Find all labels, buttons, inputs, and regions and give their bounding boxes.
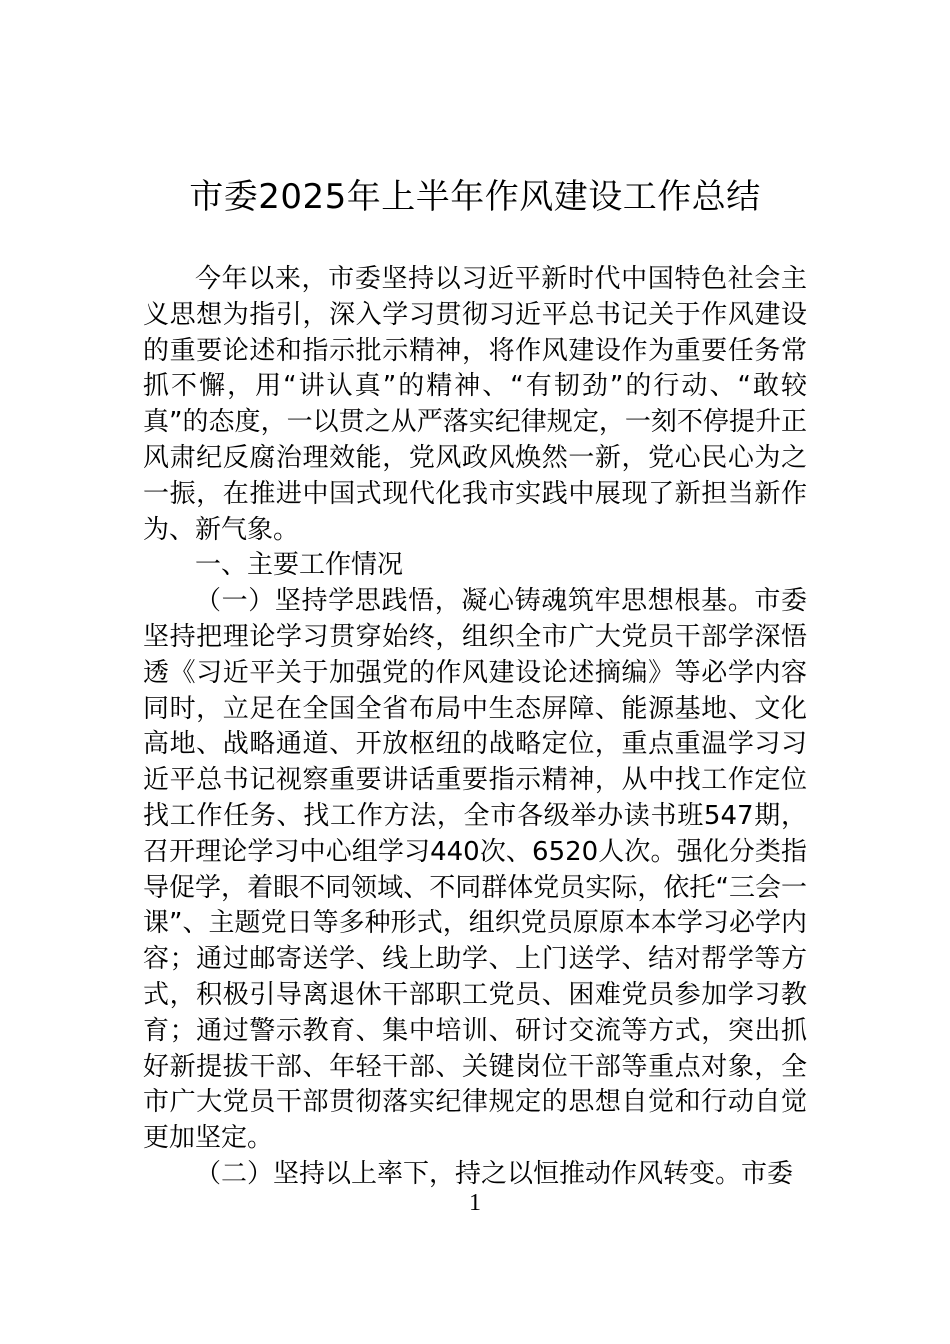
document-body xyxy=(143,262,807,1193)
intro-paragraph: 今年以来，市委坚持以习近平新时代中国特色社会主义思想为指引，深入学习贯彻习近平总书记关于作风建设的重要论述和指示批示精神，将作风建设作为重要任务常抓不懈，用“讲认真”的精神、“有韧劲”的行动、“敢较真”的态度，一以贯之从严落实纪律规定，一刻不停提升正风肃纪反腐治理效能，党风政风焕然一新，党心民心为之一振，在推进中国式现代化我市实践中展现了新担当新作为、新气象。 xyxy=(143,264,807,545)
document-title: 市委2025年上半年作风建设工作总结 xyxy=(189,177,761,217)
subsection-paragraph-1: （一）坚持学思践悟，凝心铸魂筑牢思想根基。市委坚持把理论学习贯穿始终，组织全市广大党员干部学深悟透《习近平关于加强党的作风建设论述摘编》等必学内容同时，立足在全国全省布局中生态屏障、能源基地、文化高地、战略通道、开放枢纽的战略定位，重点重温学习习近平总书记视察重要讲话重要指示精神，从中找工作定位找工作任务、找工作方法，全市各级举办读书班547期，召开理论学习中心组学习440次、6520人次。强化分类指导促学，着眼不同领域、不同群体党员实际，依托“三会一课”、主题党日等多种形式，组织党员原原本本学习必学内容；通过邮寄送学、线上助学、上门送学、结对帮学等方式，积极引导离退休干部职工党员、困难党员参加学习教育；通过警示教育、集中培训、研讨交流等方式，突出抓好新提拔干部、年轻干部、关键岗位干部等重点对象，全市广大党员干部贯彻落实纪律规定的思想自觉和行动自觉更加坚定。 xyxy=(143,586,807,1154)
page-number: 1 xyxy=(469,1190,481,1216)
subsection-paragraph-2: （二）坚持以上率下，持之以恒推动作风转变。市委 xyxy=(195,1158,794,1189)
section-heading: 一、主要工作情况 xyxy=(195,550,404,581)
